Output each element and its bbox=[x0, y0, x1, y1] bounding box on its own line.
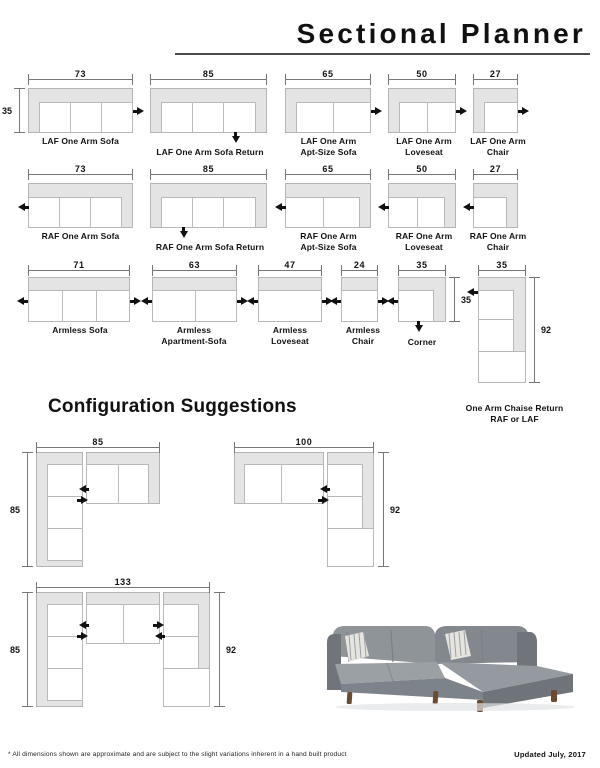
piece-seat-middle bbox=[478, 319, 514, 352]
piece-seat bbox=[47, 604, 83, 637]
connector-stem bbox=[456, 110, 461, 113]
connector-arrow-right-icon bbox=[81, 496, 88, 504]
label-one-arm-chaise-return bbox=[437, 403, 592, 425]
label-line-2: Loveseat bbox=[271, 336, 309, 346]
label-raf-one-arm-sofa-return: RAF One Arm Sofa Return bbox=[155, 242, 265, 252]
page-title: Sectional Planner bbox=[296, 18, 586, 49]
seat-divider bbox=[323, 198, 324, 228]
connector-stem bbox=[384, 206, 389, 209]
page-header bbox=[0, 8, 600, 58]
label-corner: Corner bbox=[407, 337, 437, 347]
connector-arrow-down-icon bbox=[415, 325, 423, 332]
config1-left-section bbox=[36, 452, 83, 567]
piece-seat bbox=[327, 496, 363, 529]
connector-stem bbox=[85, 624, 89, 627]
label-line-1: One Arm Chaise Return bbox=[465, 403, 564, 413]
seat-divider bbox=[192, 198, 193, 228]
sectional-sofa-photo bbox=[305, 612, 590, 712]
piece-seat-lower bbox=[478, 351, 526, 383]
label-line-1: Armless bbox=[272, 325, 308, 335]
piece-one-arm-chaise-return bbox=[478, 277, 526, 383]
piece-seat bbox=[398, 290, 434, 322]
dimension-laf-apt-sofa-width: 65 bbox=[285, 74, 371, 84]
seat-divider bbox=[223, 103, 224, 133]
label-line-2: Chair bbox=[351, 336, 375, 346]
piece-seat bbox=[163, 636, 199, 669]
connector-arrow-right-icon bbox=[460, 107, 467, 115]
connector-stem bbox=[133, 110, 138, 113]
connector-arrow-down-icon bbox=[180, 231, 188, 238]
dimension-raf-sofa-width: 73 bbox=[28, 169, 133, 179]
label-line-1: Armless bbox=[176, 325, 212, 335]
connector-stem bbox=[147, 300, 152, 303]
label-laf-loveseat bbox=[384, 136, 464, 158]
dimension-laf-chair-width: 27 bbox=[473, 74, 518, 84]
connector-arrow-down-icon bbox=[232, 136, 240, 143]
connector-arrow-right-icon bbox=[522, 107, 529, 115]
connector-stem bbox=[336, 300, 341, 303]
seat-divider bbox=[333, 103, 334, 133]
piece-seat bbox=[161, 197, 256, 228]
seat-divider bbox=[101, 103, 102, 133]
label-line-2: Apartment-Sofa bbox=[161, 336, 227, 346]
connector-stem bbox=[237, 300, 242, 303]
connector-stem bbox=[77, 499, 81, 502]
piece-raf-chair bbox=[473, 183, 518, 228]
piece-seat bbox=[28, 197, 122, 228]
piece-raf-one-arm-sofa-return bbox=[150, 183, 267, 228]
piece-seat bbox=[327, 528, 374, 567]
connector-stem bbox=[417, 321, 420, 326]
piece-seat bbox=[28, 290, 130, 322]
piece-seat bbox=[47, 464, 83, 497]
label-line-2: Chair bbox=[486, 242, 510, 252]
piece-corner bbox=[398, 277, 446, 322]
label-line-2: Apt-Size Sofa bbox=[300, 242, 357, 252]
connector-stem bbox=[234, 132, 237, 137]
connector-stem bbox=[24, 206, 29, 209]
piece-raf-one-arm-sofa bbox=[28, 183, 133, 228]
dimension-laf-sofa-width: 73 bbox=[28, 74, 133, 84]
connector-stem bbox=[77, 635, 81, 638]
dimension-corner-depth: 35 bbox=[449, 277, 459, 322]
connector-arrow-right-icon bbox=[134, 297, 141, 305]
footer-updated-date: Updated July, 2017 bbox=[514, 750, 586, 759]
connector-stem bbox=[469, 206, 474, 209]
label-line-1: LAF One Arm bbox=[470, 136, 526, 146]
label-raf-chair bbox=[458, 231, 538, 253]
dimension-raf-loveseat-width: 50 bbox=[388, 169, 456, 179]
label-armless-apartment-sofa bbox=[144, 325, 244, 347]
label-line-1: RAF One Arm bbox=[300, 231, 357, 241]
dimension-laf-sofa-depth: 35 bbox=[14, 88, 24, 133]
config2-dimension-top: 100 bbox=[234, 442, 374, 452]
piece-back bbox=[258, 277, 322, 291]
connector-stem bbox=[253, 300, 258, 303]
connector-stem bbox=[85, 488, 89, 491]
piece-laf-apt-size-sofa bbox=[285, 88, 371, 133]
connector-stem bbox=[153, 624, 157, 627]
connector-arrow-right-icon bbox=[137, 107, 144, 115]
label-line-2: Loveseat bbox=[405, 147, 443, 157]
connector-arrow-right-icon bbox=[322, 496, 329, 504]
piece-seat bbox=[161, 102, 256, 133]
piece-raf-apt-size-sofa bbox=[285, 183, 371, 228]
seat-divider bbox=[281, 465, 282, 503]
config3-dimension-left: 85 bbox=[22, 592, 32, 707]
label-armless-sofa: Armless Sofa bbox=[52, 325, 108, 335]
piece-back bbox=[28, 277, 130, 291]
piece-seat bbox=[484, 102, 518, 133]
seat-divider bbox=[62, 291, 63, 321]
connector-stem bbox=[182, 227, 185, 232]
piece-laf-one-arm-sofa bbox=[28, 88, 133, 133]
piece-armless-apartment-sofa bbox=[152, 277, 237, 322]
config3-left-section bbox=[36, 592, 83, 707]
connector-stem bbox=[281, 206, 286, 209]
piece-raf-loveseat bbox=[388, 183, 456, 228]
footer-disclaimer: * All dimensions shown are approximate and are subject to the slight variations inherent in a hand built product bbox=[8, 751, 347, 758]
dimension-laf-sofa-return-width: 85 bbox=[150, 74, 267, 84]
piece-seat bbox=[473, 197, 507, 228]
label-line-1: LAF One Arm bbox=[300, 136, 357, 146]
seat-divider bbox=[123, 605, 124, 643]
piece-armless-sofa bbox=[28, 277, 130, 322]
label-line-1: RAF One Arm bbox=[469, 231, 527, 241]
seat-divider bbox=[118, 465, 119, 503]
label-line-2: RAF or LAF bbox=[490, 414, 539, 424]
label-raf-apt-size-sofa bbox=[281, 231, 376, 253]
connector-stem bbox=[518, 110, 523, 113]
connector-arrow-right-icon bbox=[81, 632, 88, 640]
piece-back bbox=[152, 277, 237, 291]
dimension-chaise-depth: 92 bbox=[529, 277, 539, 383]
seat-divider bbox=[427, 103, 428, 133]
seat-divider bbox=[96, 291, 97, 321]
piece-laf-loveseat bbox=[388, 88, 456, 133]
label-laf-one-arm-sofa-return: LAF One Arm Sofa Return bbox=[156, 147, 264, 157]
label-line-2: Loveseat bbox=[405, 242, 443, 252]
dimension-laf-loveseat-width: 50 bbox=[388, 74, 456, 84]
label-armless-loveseat bbox=[250, 325, 330, 347]
config3-middle-section bbox=[86, 592, 160, 644]
piece-laf-chair bbox=[473, 88, 518, 133]
connector-stem bbox=[326, 488, 330, 491]
connector-stem bbox=[378, 300, 383, 303]
piece-seat bbox=[327, 464, 363, 497]
dimension-armless-loveseat-width: 47 bbox=[258, 265, 322, 275]
config2-dimension-side: 92 bbox=[378, 452, 388, 567]
label-laf-chair bbox=[458, 136, 538, 158]
connector-stem bbox=[371, 110, 376, 113]
label-raf-one-arm-sofa: RAF One Arm Sofa bbox=[41, 231, 120, 241]
seat-divider bbox=[90, 198, 91, 228]
dimension-armless-apt-sofa-width: 63 bbox=[152, 265, 237, 275]
connector-stem bbox=[322, 300, 327, 303]
dimension-armless-chair-width: 24 bbox=[341, 265, 378, 275]
config1-top-section bbox=[86, 452, 160, 504]
dimension-chaise-width: 35 bbox=[478, 265, 526, 275]
piece-seat bbox=[47, 668, 83, 701]
config3-dimension-right: 92 bbox=[214, 592, 224, 707]
label-line-2: Apt-Size Sofa bbox=[300, 147, 357, 157]
config2-left-section bbox=[234, 452, 324, 504]
connector-stem bbox=[393, 300, 398, 303]
seat-divider bbox=[195, 291, 196, 321]
connector-arrow-right-icon bbox=[375, 107, 382, 115]
connector-stem bbox=[318, 499, 322, 502]
connector-arrow-right-icon bbox=[157, 621, 164, 629]
label-armless-chair bbox=[334, 325, 392, 347]
config1-dimension-top: 85 bbox=[36, 442, 160, 452]
seat-divider bbox=[223, 198, 224, 228]
dimension-raf-sofa-return-width: 85 bbox=[150, 169, 267, 179]
seat-divider bbox=[59, 198, 60, 228]
dimension-corner-width: 35 bbox=[398, 265, 446, 275]
dimension-armless-sofa-width: 71 bbox=[28, 265, 130, 275]
label-line-1: LAF One Arm bbox=[396, 136, 452, 146]
piece-laf-one-arm-sofa-return bbox=[150, 88, 267, 133]
piece-seat bbox=[47, 636, 83, 669]
label-laf-one-arm-sofa: LAF One Arm Sofa bbox=[42, 136, 119, 146]
label-laf-apt-size-sofa bbox=[281, 136, 376, 158]
piece-seat bbox=[341, 290, 378, 322]
label-line-2: Chair bbox=[486, 147, 510, 157]
config1-dimension-side: 85 bbox=[22, 452, 32, 567]
piece-seat bbox=[163, 604, 199, 637]
seat-divider bbox=[70, 103, 71, 133]
seat-divider bbox=[417, 198, 418, 228]
piece-armless-loveseat bbox=[258, 277, 322, 322]
connector-stem bbox=[130, 300, 135, 303]
seat-divider bbox=[192, 103, 193, 133]
dimension-raf-chair-width: 27 bbox=[473, 169, 518, 179]
piece-seat bbox=[258, 290, 322, 322]
label-line-1: RAF One Arm bbox=[395, 231, 453, 241]
label-line-1: Armless bbox=[345, 325, 381, 335]
piece-seat bbox=[39, 102, 133, 133]
connector-stem bbox=[161, 635, 165, 638]
piece-seat-upper bbox=[478, 290, 514, 320]
header-rule bbox=[175, 53, 590, 55]
connector-stem bbox=[473, 291, 478, 294]
piece-armless-chair bbox=[341, 277, 378, 322]
piece-seat bbox=[244, 464, 324, 504]
piece-back bbox=[341, 277, 378, 291]
configuration-suggestions-heading: Configuration Suggestions bbox=[48, 396, 297, 417]
label-raf-loveseat bbox=[384, 231, 464, 253]
dimension-raf-apt-sofa-width: 65 bbox=[285, 169, 371, 179]
config3-dimension-top: 133 bbox=[36, 582, 210, 592]
connector-stem bbox=[23, 300, 28, 303]
piece-seat bbox=[163, 668, 210, 707]
config2-right-chaise bbox=[327, 452, 374, 567]
config3-right-chaise bbox=[163, 592, 210, 707]
piece-seat bbox=[47, 528, 83, 561]
